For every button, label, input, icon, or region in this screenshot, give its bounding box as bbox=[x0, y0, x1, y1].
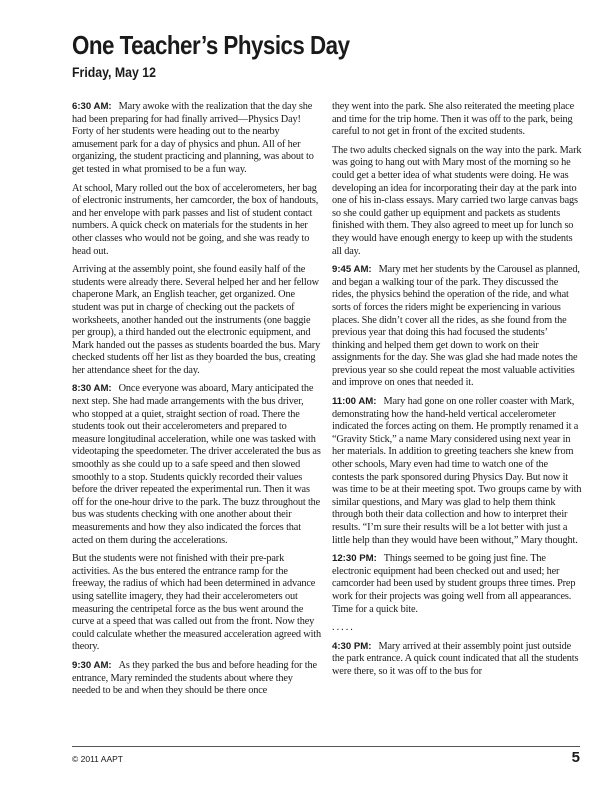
paragraph-adults: The two adults checked signals on the way into the park. Mark was going to hang out with Mary most of the morning so he could get a better idea of what students were doing. He was developing an idea for incorporating their day at the park into one of his in-class essays. Mary carried two large canvas bags so she could gather up equipment and packets as students finished with them. They also agreed to meet up for lunch so they would have enough energy to keep up with the students all day. bbox=[332, 144, 582, 257]
timestamp: 8:30 AM: bbox=[72, 383, 112, 395]
paragraph-freeway: But the students were not finished with their pre-park activities. As the bus entered the entrance ramp for the freeway, the radius of which had been determined in advance using satellite imagery, they had their accelerometers out measuring the centripetal force as the bus went around the curve at a speed that was called out from the front. Now they could calculate whether the measured acceleration agreed with theory. bbox=[72, 553, 321, 653]
page-date: Friday, May 12 bbox=[72, 64, 156, 80]
paragraph-assembly: Arriving at the assembly point, she found easily half of the students were already there. Several helped her and her fellow chaperone Mark, an English teacher, get organized. One student was put in charge of checking out the packets of worksheets, another handed out the instruments (one baggie per group), a third handed out the electronic equipment, and Mark handed out the passes as students boarded the bus. Mary checked students off her list as they boarded the bus, creating her attendance sheet for the day. bbox=[72, 264, 321, 376]
paragraph-park-entry: they went into the park. She also reiterated the meeting place and time for the trip home. Then it was off to the park, being careful to not get in front of the excited students. bbox=[332, 101, 575, 138]
page-number: 5 bbox=[571, 749, 580, 766]
paragraph-text: Mary arrived at their assembly point just outside the park entrance. A quick count indicated that all the students were there, so it was off to the bus for bbox=[332, 640, 579, 677]
paragraph-1100am bbox=[332, 396, 582, 547]
paragraph-text: Mary awoke with the realization that the day she had been preparing for had finally arrived—Physics Day! Forty of her students were heading out to the nearby amusement park for a day of physics and phun. All of her organizing, the student practicing and planning, was about to get tested in what promised to be a fun way. bbox=[72, 101, 314, 175]
timestamp: 9:45 AM: bbox=[332, 264, 372, 276]
right-column bbox=[332, 101, 582, 737]
paragraph-630am bbox=[72, 101, 322, 177]
paragraph-945am bbox=[332, 264, 582, 390]
timestamp: 6:30 AM: bbox=[72, 101, 112, 112]
paragraph-text: Once everyone was aboard, Mary anticipated the next step. She had made arrangements with the bus driver, who stopped at a quiet, straight section of road. There the students took out their accelerometers and prepared to measure longitudinal acceleration, while one was tasked with videotaping the speedometer. The driver accelerated the bus as smoothly as she could up to a safe speed and then slowed smoothly to a stop. Students quickly recorded their values before the driver repeated the experimental run. Then it was off for the one-hour drive to the park. The buzz throughout the bus was students checking with one another about their measurements and how they also indicated the forces that acted on them during the accelerations. bbox=[72, 383, 321, 546]
footer-rule bbox=[72, 746, 580, 747]
paragraph-830am bbox=[72, 383, 322, 547]
page-title: One Teacher’s Physics Day bbox=[72, 30, 350, 60]
timestamp: 12:30 PM: bbox=[332, 553, 377, 565]
timestamp: 4:30 PM: bbox=[332, 640, 372, 652]
copyright-notice: © 2011 AAPT bbox=[72, 754, 123, 764]
section-break-dots: ..... bbox=[332, 622, 355, 634]
paragraph-school: At school, Mary rolled out the box of accelerometers, her bag of electronic instruments, her camcorder, the box of handouts, and her envelope with park passes and list of student contact numbers. A quick check on materials for the students in her other classes who would not be going, and she was ready to head out. bbox=[72, 182, 319, 257]
paragraph-930am bbox=[72, 660, 322, 698]
timestamp: 11:00 AM: bbox=[332, 396, 377, 408]
paragraph-text: As they parked the bus and before heading for the entrance, Mary reminded the students about where they needed to be and when they should be there once bbox=[72, 659, 317, 697]
paragraph-430pm bbox=[332, 641, 582, 679]
left-column bbox=[72, 101, 322, 737]
paragraph-text: Mary met her students by the Carousel as planned, and began a walking tour of the park. They discussed the rides, the physics behind the operation of the ride, and what sorts of forces the riders might be experiencing in various places. She didn’t cover all the rides, as she found from the previous year that doing this had focused the students’ thinking and helped them get down to work on their assignments for the day. She was glad she had made notes the previous year so she could repeat the most valuable activities and improve on ones that needed it. bbox=[332, 264, 580, 389]
paragraph-text: Mary had gone on one roller coaster with Mark, demonstrating how the hand-held vertical accelerometer indicated the forces acting on them. He promptly renamed it a “Gravity Stick,” a name Mary considered using next year in her materials. In addition to greeting teachers she knew from other schools, Mary even had time to watch one of the contests the park sponsored during Physics Day. But now it was time to be at their meeting spot. Two groups came by with similar questions, and Mary was glad to help them think through both their data collection and how to interpret their results. “I’m sure their results will be a lot better with just a little help than they would have been without,” Mary thought. bbox=[332, 396, 582, 546]
paragraph-text: Things seemed to be going just fine. The electronic equipment had been checked out and used; her camcorder had been used by student groups three times. Prep work for their projects was going well from all appearances. Time for a quick bite. bbox=[332, 553, 576, 615]
timestamp: 9:30 AM: bbox=[72, 659, 112, 671]
paragraph-1230pm bbox=[332, 553, 582, 616]
